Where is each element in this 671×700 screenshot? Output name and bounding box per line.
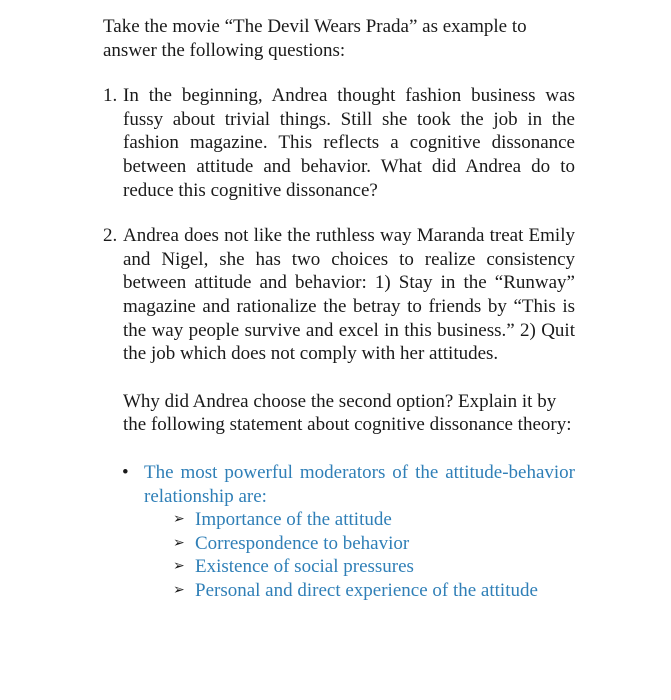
intro-text: Take the movie “The Devil Wears Prada” as example to answer the following questions: [103, 16, 527, 61]
list-item-text: Existence of social pressures [195, 556, 414, 578]
question-2-number: 2. [103, 225, 118, 247]
list-item-text: Correspondence to behavior [195, 532, 410, 554]
list-item [173, 532, 575, 556]
list-item-text: Importance of the attitude [195, 509, 392, 531]
list-item [173, 555, 575, 579]
question-2 [103, 224, 575, 366]
list-item [173, 579, 575, 603]
bullet-dot-icon: • [122, 461, 129, 483]
question-2-text: Andrea does not like the ruthless way Maranda treat Emily and Nigel, she has two choices to realize consistency between attitude and behavior: 1) Stay in the “Runway” magazine and rationalize the betray to friends by “This is the way people survive and excel in this business.” 2) Quit the job which does not comply with her attitudes. [123, 225, 575, 365]
followup-question: Why did Andrea choose the second option? Explain it by the following statement about cognitive dissonance theory: [123, 390, 572, 436]
question-1 [103, 84, 575, 202]
question-1-number: 1. [103, 85, 118, 107]
arrow-icon: ➢ [173, 511, 185, 528]
list-item [173, 508, 575, 532]
document-page [103, 15, 575, 602]
arrow-icon: ➢ [173, 534, 185, 551]
list-item-text: Personal and direct experience of the attitude [195, 579, 538, 601]
question-1-text: In the beginning, Andrea thought fashion business was fussy about trivial things. Still she took the job in the fashion magazine. This reflects a cognitive dissonance between attitude and behavior. What did Andrea do to reduce this cognitive dissonance? [123, 85, 575, 201]
arrow-icon: ➢ [173, 581, 185, 598]
bullet-text: The most powerful moderators of the attitude-behavior relationship are: [144, 461, 575, 507]
moderators-bullet [103, 461, 575, 603]
moderators-list [144, 508, 575, 602]
arrow-icon: ➢ [173, 558, 185, 575]
